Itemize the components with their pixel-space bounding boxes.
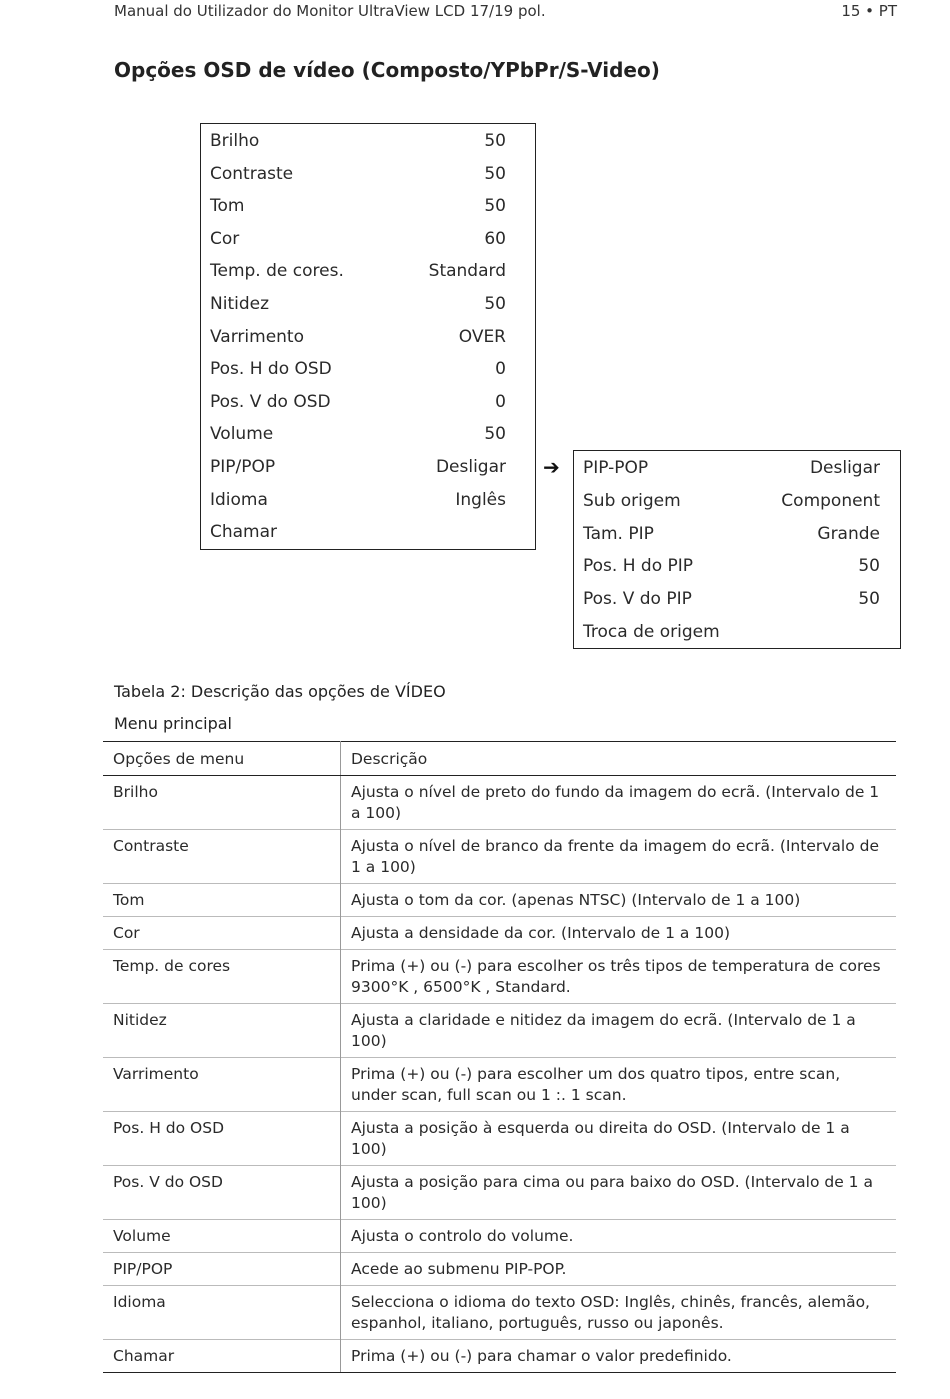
- option-cell: Chamar: [103, 1340, 341, 1373]
- osd-item-value: Standard: [428, 261, 506, 282]
- osd-item: [583, 452, 880, 484]
- option-cell: Contraste: [103, 830, 341, 884]
- osd-main-menu: [200, 123, 536, 550]
- table-row: [103, 1112, 896, 1166]
- osd-item: [210, 418, 506, 450]
- osd-item-value: Grande: [817, 523, 880, 544]
- option-cell: Idioma: [103, 1286, 341, 1340]
- osd-item: [583, 616, 880, 648]
- description-cell: Prima (+) ou (-) para escolher os três tipos de temperatura de cores 9300°K , 6500°K , Standard.: [341, 950, 897, 1004]
- osd-item-label: PIP-POP: [583, 458, 649, 478]
- table-row: [103, 1253, 896, 1286]
- section-title: Opções OSD de vídeo (Composto/YPbPr/S-Video): [114, 58, 660, 82]
- page-header-title: Manual do Utilizador do Monitor UltraView LCD 17/19 pol.: [114, 2, 546, 20]
- osd-item-label: Temp. de cores.: [210, 261, 344, 282]
- osd-item: [210, 451, 506, 483]
- video-options-table: [103, 741, 896, 1373]
- osd-item-label: Idioma: [210, 489, 268, 510]
- option-cell: Tom: [103, 884, 341, 917]
- osd-item: [210, 223, 506, 255]
- description-cell: Ajusta o nível de branco da frente da imagem do ecrã. (Intervalo de 1 a 100): [341, 830, 897, 884]
- osd-item-value: Desligar: [809, 458, 880, 478]
- option-cell: PIP/POP: [103, 1253, 341, 1286]
- osd-item-label: Chamar: [210, 522, 278, 543]
- osd-item-value: 60: [484, 228, 506, 249]
- description-cell: Acede ao submenu PIP-POP.: [341, 1253, 897, 1286]
- osd-item-label: Pos. H do PIP: [583, 556, 694, 577]
- osd-item: [210, 484, 506, 516]
- osd-item-value: 0: [495, 359, 506, 380]
- table-subcaption: Menu principal: [114, 714, 232, 733]
- option-cell: Volume: [103, 1220, 341, 1253]
- osd-item: [210, 125, 506, 157]
- osd-item: [210, 288, 506, 320]
- description-cell: Ajusta a densidade da cor. (Intervalo de 1 a 100): [341, 917, 897, 950]
- osd-item-label: Nitidez: [210, 294, 270, 314]
- description-cell: Selecciona o idioma do texto OSD: Inglês, chinês, francês, alemão, espanhol, italiano, português, russo ou japonês.: [341, 1286, 897, 1340]
- table-row: [103, 917, 896, 950]
- header-description: Descrição: [341, 742, 897, 776]
- table-row: [103, 776, 896, 830]
- table-row: [103, 950, 896, 1004]
- description-cell: Ajusta o nível de preto do fundo da imagem do ecrã. (Intervalo de 1 a 100): [341, 776, 897, 830]
- description-cell: Ajusta o controlo do volume.: [341, 1220, 897, 1253]
- osd-item-value: 0: [495, 391, 506, 412]
- table-row: [103, 830, 896, 884]
- osd-item: [583, 485, 880, 517]
- osd-item-value: 50: [484, 196, 506, 217]
- table-row: [103, 1166, 896, 1220]
- osd-item: [210, 386, 506, 418]
- description-cell: Prima (+) ou (-) para escolher um dos quatro tipos, entre scan, under scan, full scan ou 1 :. 1 scan.: [341, 1058, 897, 1112]
- table-row: [103, 884, 896, 917]
- right-arrow-icon: ➔: [543, 455, 560, 479]
- osd-item: [210, 190, 506, 222]
- osd-item: [583, 583, 880, 615]
- osd-item: [210, 255, 506, 287]
- osd-item-label: Pos. V do OSD: [210, 391, 331, 412]
- option-cell: Pos. H do OSD: [103, 1112, 341, 1166]
- osd-item-value: Component: [781, 490, 880, 511]
- osd-item-label: Volume: [210, 424, 274, 445]
- option-cell: Varrimento: [103, 1058, 341, 1112]
- description-cell: Ajusta o tom da cor. (apenas NTSC) (Intervalo de 1 a 100): [341, 884, 897, 917]
- osd-item-value: 50: [484, 424, 506, 445]
- header-menu-options: Opções de menu: [103, 742, 341, 776]
- osd-item-label: PIP/POP: [210, 457, 276, 477]
- osd-item: [210, 321, 506, 353]
- table-row: [103, 1340, 896, 1373]
- option-cell: Brilho: [103, 776, 341, 830]
- osd-item-value: 50: [484, 294, 506, 314]
- osd-item-label: Tam. PIP: [583, 523, 654, 544]
- osd-item-value: OVER: [458, 326, 506, 347]
- table-row: [103, 1004, 896, 1058]
- osd-pip-submenu: [573, 450, 901, 649]
- table-caption: Tabela 2: Descrição das opções de VÍDEO: [114, 682, 446, 701]
- osd-item: [210, 158, 506, 190]
- table-row: [103, 1286, 896, 1340]
- osd-item-value: 50: [858, 556, 880, 577]
- osd-item: [583, 518, 880, 550]
- osd-item-value: 50: [484, 163, 506, 184]
- description-cell: Ajusta a claridade e nitidez da imagem do ecrã. (Intervalo de 1 a 100): [341, 1004, 897, 1058]
- osd-item-value: 50: [484, 131, 506, 151]
- osd-item-label: Tom: [210, 196, 245, 217]
- table-header-row: [103, 742, 896, 776]
- osd-item-label: Troca de origem: [583, 622, 720, 642]
- osd-item-label: Varrimento: [210, 326, 304, 347]
- page-number: 15 • PT: [841, 2, 897, 20]
- osd-item-label: Sub origem: [583, 490, 681, 511]
- osd-item: [210, 353, 506, 385]
- osd-item-label: Cor: [210, 228, 240, 249]
- osd-item: [210, 516, 506, 548]
- table-row: [103, 1058, 896, 1112]
- option-cell: Cor: [103, 917, 341, 950]
- description-cell: Ajusta a posição à esquerda ou direita do OSD. (Intervalo de 1 a 100): [341, 1112, 897, 1166]
- osd-item-value: Desligar: [435, 457, 506, 477]
- osd-item-label: Pos. V do PIP: [583, 589, 692, 610]
- option-cell: Nitidez: [103, 1004, 341, 1058]
- option-cell: Temp. de cores: [103, 950, 341, 1004]
- osd-item-label: Contraste: [210, 163, 294, 184]
- osd-item-value: 50: [858, 589, 880, 610]
- osd-item-label: Pos. H do OSD: [210, 359, 332, 380]
- description-cell: Ajusta a posição para cima ou para baixo do OSD. (Intervalo de 1 a 100): [341, 1166, 897, 1220]
- osd-item-label: Brilho: [210, 131, 260, 151]
- option-cell: Pos. V do OSD: [103, 1166, 341, 1220]
- table-row: [103, 1220, 896, 1253]
- osd-item-value: Inglês: [455, 489, 506, 510]
- osd-item: [583, 550, 880, 582]
- description-cell: Prima (+) ou (-) para chamar o valor predefinido.: [341, 1340, 897, 1373]
